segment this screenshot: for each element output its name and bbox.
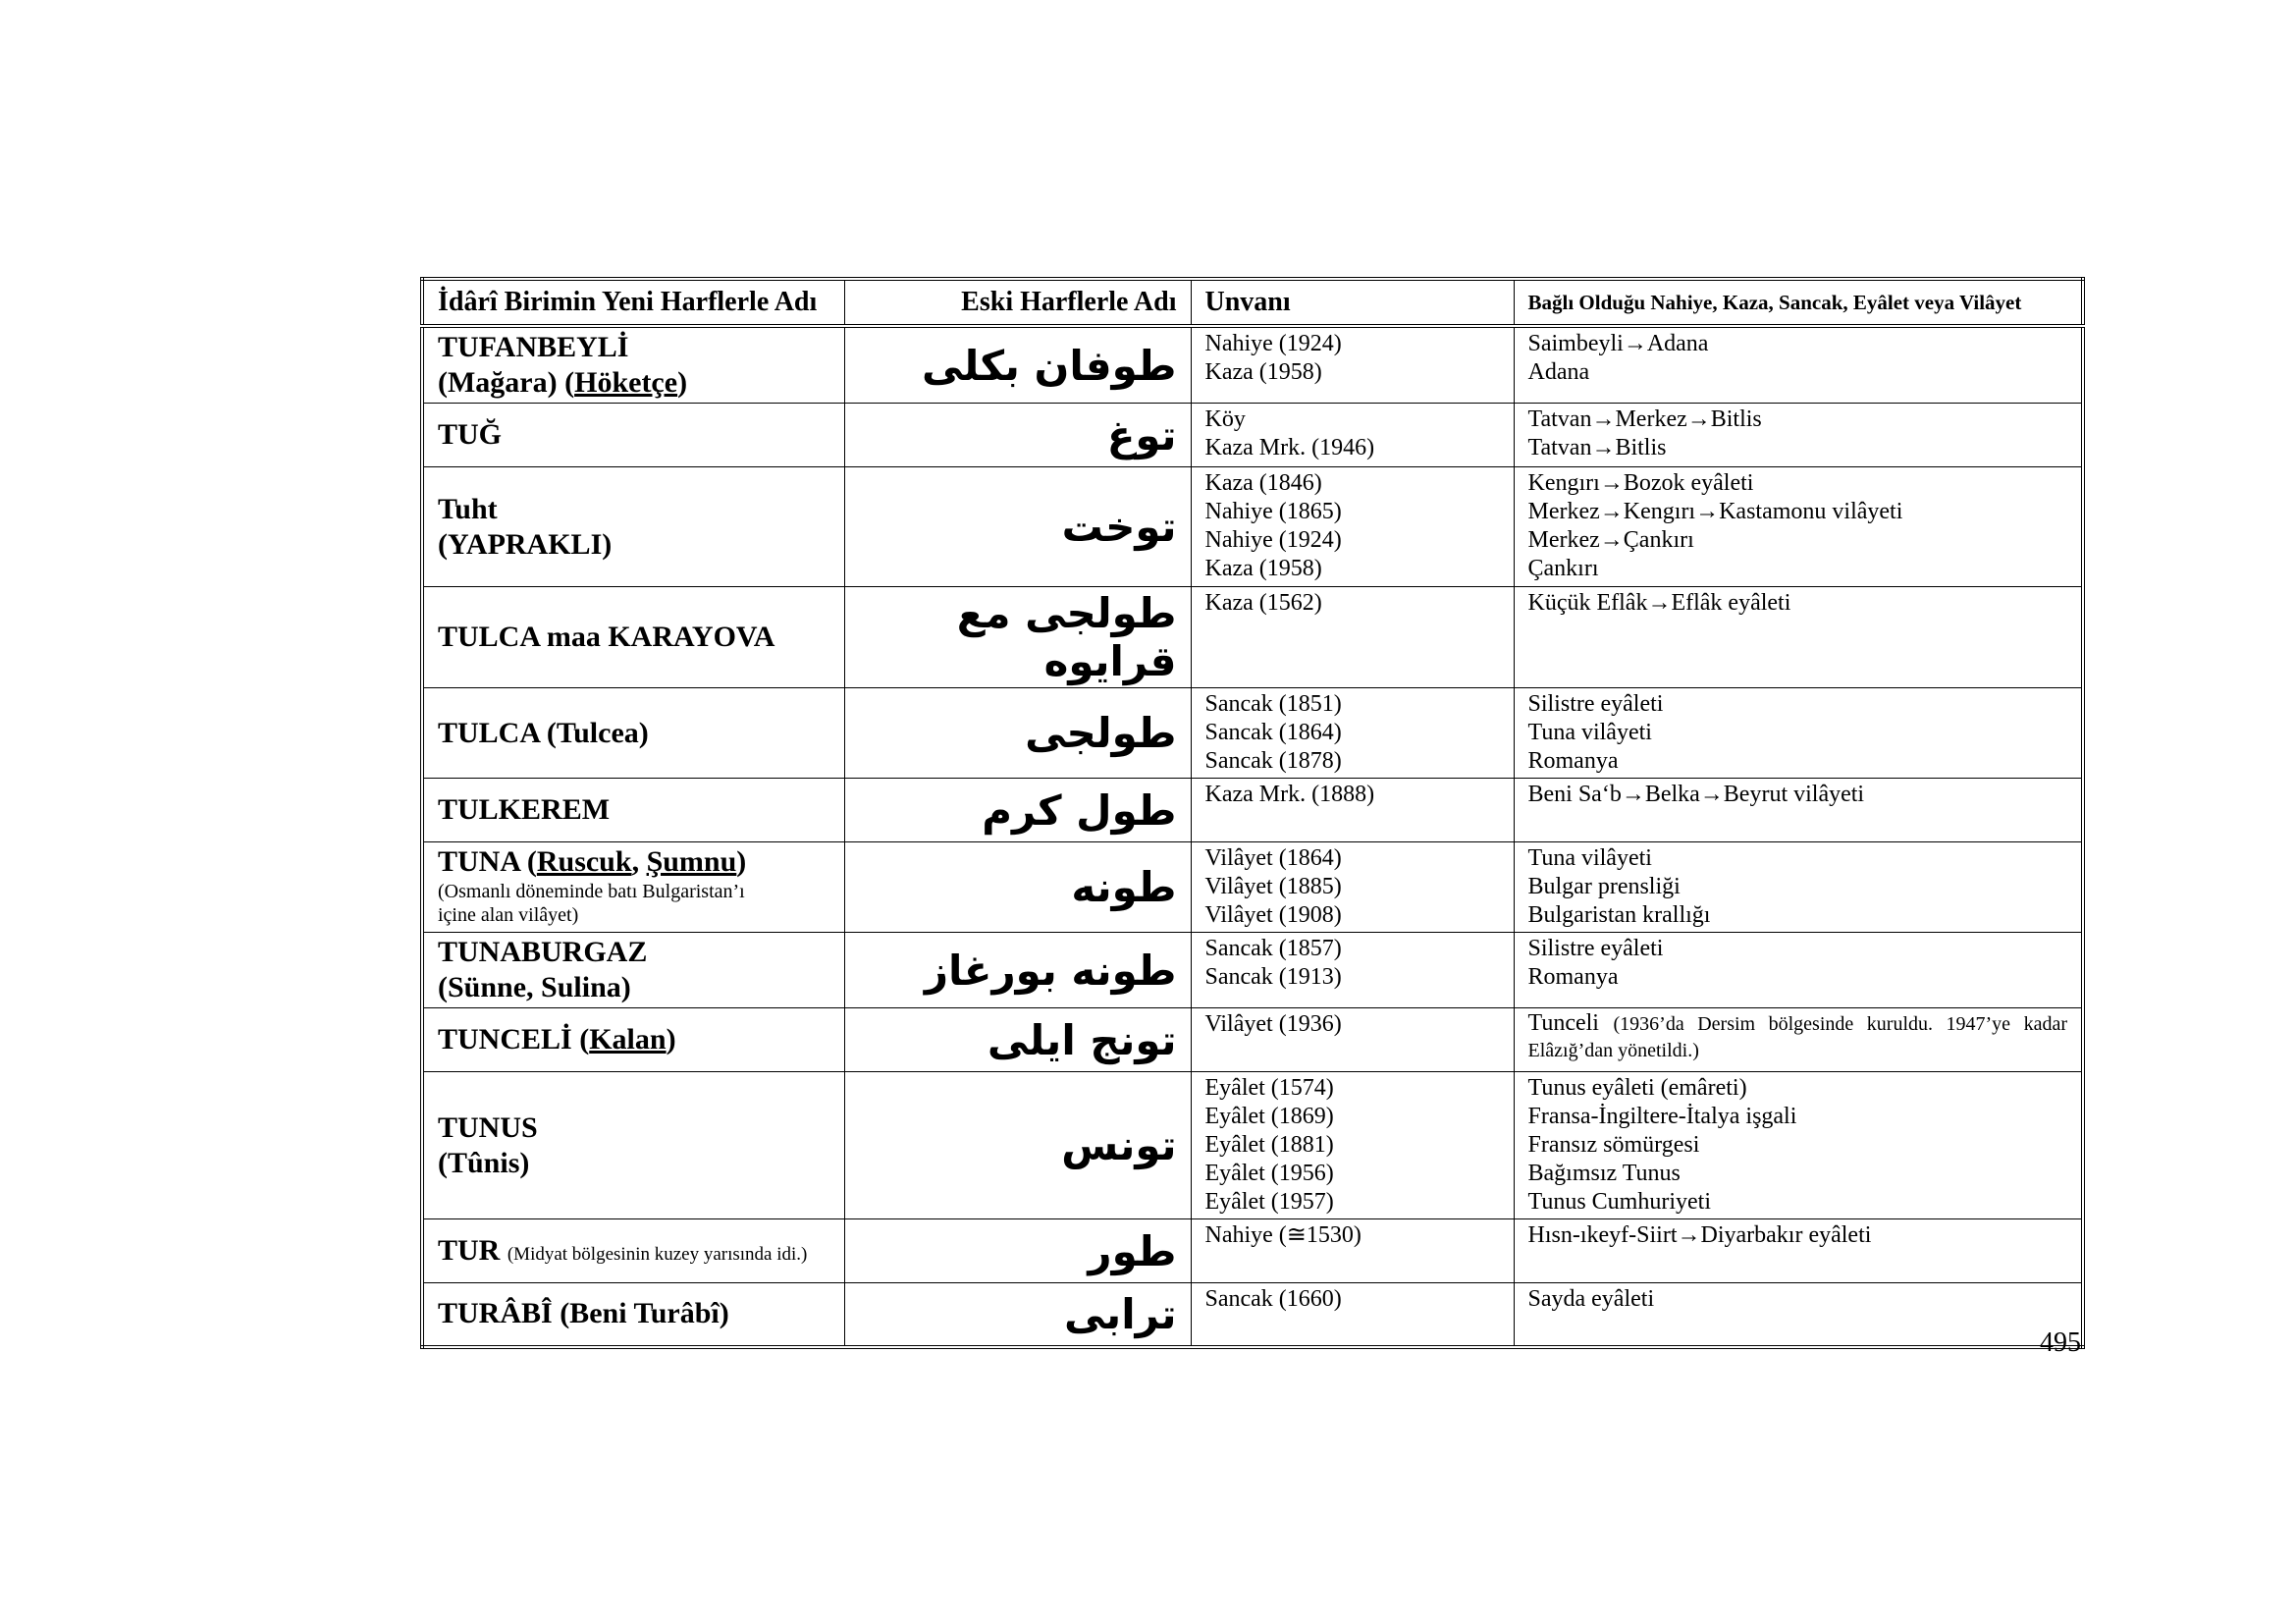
header-row [422, 279, 2083, 326]
parent-line: Silistre eyâleti [1527, 691, 1664, 717]
parent-cell [1514, 467, 2083, 587]
parent-line: Adana [1527, 359, 1590, 385]
title-cell [1191, 688, 1514, 779]
title-line: Eyâlet (1956) [1204, 1161, 1334, 1186]
unit-note: (Osmanlı döneminde batı Bulgaristan’ı [438, 881, 745, 902]
old-script-cell [844, 587, 1191, 688]
unit-name: TURÂBÎ (Beni Turâbî) [438, 1297, 729, 1330]
title-cell [1191, 842, 1514, 933]
title-cell [1191, 1008, 1514, 1072]
title-cell [1191, 1219, 1514, 1283]
parent-line: Beni Sa‘b→Belka→Beyrut vilâyeti [1527, 782, 1865, 807]
title-line: Sancak (1857) [1204, 936, 1342, 961]
unit-alt-name: (YAPRAKLI) [438, 527, 613, 561]
unit-name-cell [422, 326, 844, 404]
parent-line: Merkez→Çankırı [1527, 527, 1694, 553]
header-title: Unvanı [1191, 279, 1514, 326]
title-cell [1191, 587, 1514, 688]
unit-note: (Midyat bölgesinin kuzey yarısında idi.) [507, 1244, 808, 1265]
old-script-cell [844, 933, 1191, 1008]
table-row [422, 587, 2083, 688]
title-line: Vilâyet (1936) [1204, 1011, 1342, 1037]
title-line: Nahiye (1865) [1204, 499, 1342, 524]
unit-name-close: ) [736, 845, 747, 878]
parent-line: Silistre eyâleti [1527, 936, 1664, 961]
title-line: Eyâlet (1957) [1204, 1189, 1334, 1215]
title-line: Kaza (1958) [1204, 556, 1322, 581]
unit-name-cell [422, 1072, 844, 1219]
parent-cell [1514, 933, 2083, 1008]
unit-name: TUR [438, 1234, 501, 1267]
parent-line: Kengırı→Bozok eyâleti [1527, 470, 1754, 496]
parent-line: Merkez→Kengırı→Kastamonu vilâyeti [1527, 499, 1903, 524]
old-script-cell [844, 1008, 1191, 1072]
table-row [422, 1072, 2083, 1219]
title-line: Nahiye (≅1530) [1204, 1222, 1362, 1248]
parent-line: Küçük Eflâk→Eflâk eyâleti [1527, 590, 1791, 616]
unit-name: TUNA ( [438, 845, 537, 878]
parent-cell [1514, 1008, 2083, 1072]
unit-alt-name: ) [677, 366, 688, 399]
parent-line: Tuna vilâyeti [1527, 845, 1652, 871]
unit-name-cell [422, 779, 844, 842]
parent-cell [1514, 1219, 2083, 1283]
parent-line: Fransız sömürgesi [1527, 1132, 1700, 1158]
title-line: Kaza (1958) [1204, 359, 1322, 385]
parent-line: Tatvan→Merkez→Bitlis [1527, 406, 1762, 432]
title-line: Kaza Mrk. (1946) [1204, 435, 1375, 460]
ottoman-name: تونج ايلى [987, 1015, 1177, 1064]
unit-name: TULCA maa KARAYOVA [438, 621, 775, 653]
ottoman-name: ترابى [1063, 1289, 1177, 1338]
unit-name: TUĞ [438, 418, 503, 451]
title-cell [1191, 326, 1514, 404]
table-row [422, 688, 2083, 779]
parent-line: Tuna vilâyeti [1527, 720, 1652, 745]
title-cell [1191, 404, 1514, 467]
unit-name: Tuht [438, 492, 498, 525]
unit-alt-name-link[interactable]: Kalan [589, 1023, 667, 1056]
unit-name-cell [422, 587, 844, 688]
parent-cell [1514, 688, 2083, 779]
ottoman-name: توغ [1106, 410, 1177, 460]
parent-line: Hısn-ıkeyf-Siirt→Diyarbakır eyâleti [1527, 1222, 1872, 1248]
old-script-cell [844, 326, 1191, 404]
parent-line: Saimbeyli→Adana [1527, 331, 1709, 356]
unit-alt-name: (Sünne, Sulina) [438, 971, 631, 1003]
parent-cell [1514, 587, 2083, 688]
parent-line: Sayda eyâleti [1527, 1286, 1655, 1312]
title-line: Nahiye (1924) [1204, 331, 1342, 356]
unit-name-cell [422, 688, 844, 779]
unit-name-cell [422, 1283, 844, 1347]
title-line: Kaza (1562) [1204, 590, 1322, 616]
title-line: Vilâyet (1864) [1204, 845, 1342, 871]
unit-name: TULKEREM [438, 793, 611, 826]
ottoman-name: توخت [1061, 503, 1177, 551]
header-old-script: Eski Harflerle Adı [844, 279, 1191, 326]
ottoman-name: طولجى [1025, 709, 1177, 757]
table-row [422, 842, 2083, 933]
parent-line: Romanya [1527, 964, 1619, 990]
unit-name: TUNABURGAZ [438, 936, 648, 968]
title-line: Eyâlet (1869) [1204, 1104, 1334, 1129]
old-script-cell [844, 1283, 1191, 1347]
title-line: Nahiye (1924) [1204, 527, 1342, 553]
title-line: Sancak (1851) [1204, 691, 1342, 717]
title-line: Köy [1204, 406, 1246, 432]
old-script-cell [844, 688, 1191, 779]
parent-line: Tunus eyâleti (emâreti) [1527, 1075, 1747, 1101]
parent-line: Tunceli [1527, 1010, 1599, 1036]
old-script-cell [844, 404, 1191, 467]
ottoman-name: طولجى مع قرايوه [956, 589, 1177, 685]
parent-line: Tatvan→Bitlis [1527, 435, 1667, 460]
table-row [422, 933, 2083, 1008]
title-cell [1191, 1283, 1514, 1347]
table-row [422, 1283, 2083, 1347]
parent-cell [1514, 326, 2083, 404]
old-script-cell [844, 467, 1191, 587]
parent-line: Çankırı [1527, 556, 1599, 581]
table-row [422, 1008, 2083, 1072]
parent-line: Fransa-İngiltere-İtalya işgali [1527, 1104, 1797, 1129]
title-line: Sancak (1913) [1204, 964, 1342, 990]
page-number: 495 [2040, 1327, 2081, 1358]
table-row [422, 404, 2083, 467]
title-cell [1191, 779, 1514, 842]
parent-cell [1514, 404, 2083, 467]
unit-name-cell [422, 467, 844, 587]
title-line: Sancak (1878) [1204, 748, 1342, 774]
ottoman-name: تونس [1061, 1121, 1177, 1169]
unit-name: TUFANBEYLİ [438, 331, 629, 363]
unit-name-cell [422, 404, 844, 467]
table-row [422, 326, 2083, 404]
unit-name-cell [422, 933, 844, 1008]
parent-cell [1514, 842, 2083, 933]
parent-cell [1514, 1072, 2083, 1219]
title-cell [1191, 1072, 1514, 1219]
title-line: Vilâyet (1908) [1204, 902, 1342, 928]
table-row [422, 467, 2083, 587]
parent-cell [1514, 1283, 2083, 1347]
ottoman-name: طور [1088, 1226, 1177, 1275]
ottoman-name: طونه بورغاز [924, 946, 1177, 995]
unit-name-cell [422, 842, 844, 933]
title-cell [1191, 933, 1514, 1008]
unit-note: içine alan vilâyet) [438, 904, 579, 926]
unit-name-cell [422, 1219, 844, 1283]
ottoman-name: طونه [1071, 863, 1177, 911]
title-line: Kaza (1846) [1204, 470, 1322, 496]
title-line: Sancak (1660) [1204, 1286, 1342, 1312]
unit-alt-name: (Mağara) ( [438, 366, 575, 399]
unit-alt-name-link[interactable]: Ruscuk [536, 845, 632, 878]
parent-line: Bağımsız Tunus [1527, 1161, 1681, 1186]
unit-name: TUNUS [438, 1110, 538, 1144]
table-row [422, 779, 2083, 842]
parent-line: Bulgaristan krallığı [1527, 902, 1711, 928]
old-script-cell [844, 842, 1191, 933]
title-line: Eyâlet (1574) [1204, 1075, 1334, 1101]
administrative-units-table [420, 277, 2085, 1349]
old-script-cell [844, 779, 1191, 842]
unit-name-separator: , [631, 845, 647, 878]
parent-line: Romanya [1527, 748, 1619, 774]
title-line: Sancak (1864) [1204, 720, 1342, 745]
parent-note: (1936’da Dersim bölgesinde kuruldu. 1947’ye kadar Elâzığ’dan yönetildi.) [1527, 1013, 2067, 1061]
title-line: Vilâyet (1885) [1204, 874, 1342, 899]
unit-name: TUNCELİ ( [438, 1023, 590, 1056]
parent-line: Tunus Cumhuriyeti [1527, 1189, 1711, 1215]
table-row [422, 1219, 2083, 1283]
unit-alt-name-link[interactable]: Höketçe [574, 366, 678, 399]
old-script-cell [844, 1072, 1191, 1219]
unit-alt-name-link[interactable]: Şumnu [646, 845, 737, 878]
unit-name-close: ) [666, 1023, 676, 1056]
title-cell [1191, 467, 1514, 587]
ottoman-name: طول كرم [982, 785, 1177, 835]
unit-alt-name: (Tûnis) [438, 1146, 530, 1179]
old-script-cell [844, 1219, 1191, 1283]
parent-cell [1514, 779, 2083, 842]
header-parent: Bağlı Olduğu Nahiye, Kaza, Sancak, Eyâlet veya Vilâyet [1514, 279, 2083, 326]
ottoman-name: طوفان بكلى [922, 341, 1177, 390]
title-line: Kaza Mrk. (1888) [1204, 782, 1375, 807]
header-name: İdârî Birimin Yeni Harflerle Adı [422, 279, 844, 326]
unit-name-cell [422, 1008, 844, 1072]
title-line: Eyâlet (1881) [1204, 1132, 1334, 1158]
parent-line: Bulgar prensliği [1527, 874, 1681, 899]
unit-name: TULCA (Tulcea) [438, 716, 649, 749]
